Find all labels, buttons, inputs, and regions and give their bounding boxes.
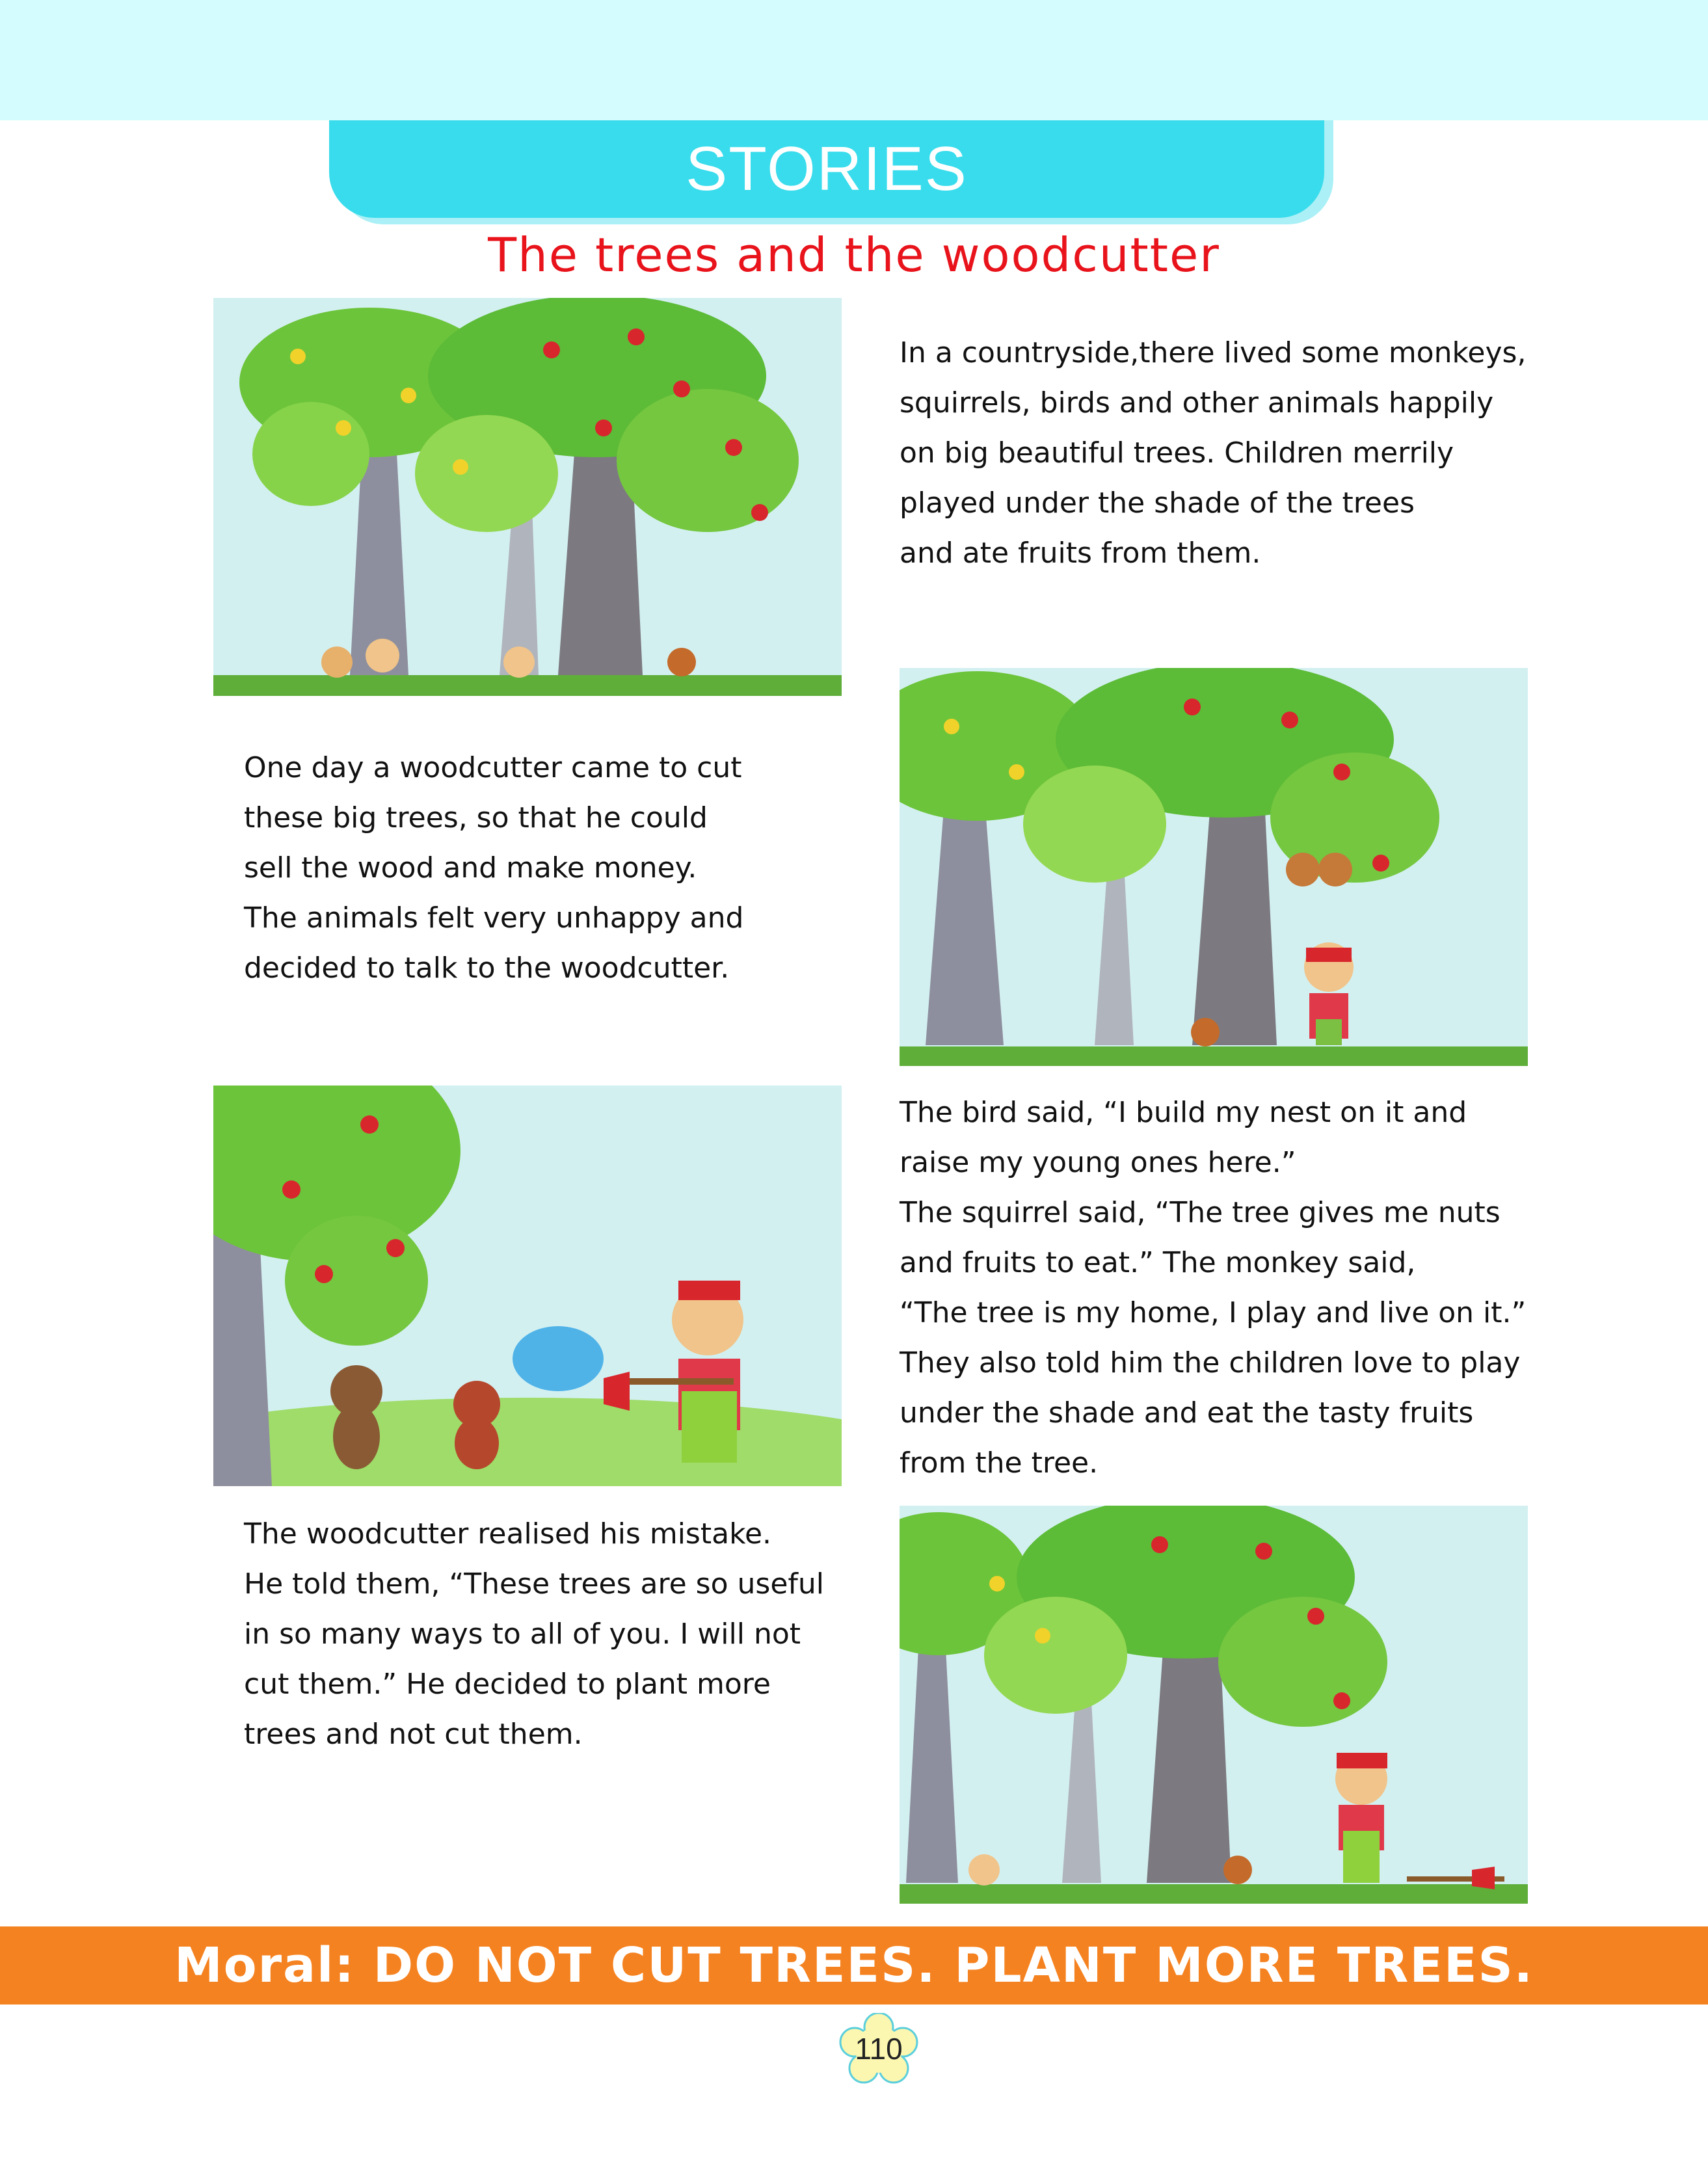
- story-line: in so many ways to all of you. I will not: [244, 1618, 801, 1651]
- story-line: trees and not cut them.: [244, 1718, 583, 1751]
- story-line: on big beautiful trees. Children merrily: [900, 436, 1454, 470]
- section-tab: [329, 120, 1324, 218]
- story-line: The woodcutter realised his mistake.: [244, 1517, 772, 1551]
- story-paragraph-3: [900, 1087, 1526, 1488]
- story-paragraph-1: [900, 328, 1526, 578]
- story-line: sell the wood and make money.: [244, 851, 697, 885]
- story-line: these big trees, so that he could: [244, 801, 708, 834]
- story-line: They also told him the children love to play: [900, 1346, 1521, 1379]
- story-line: In a countryside,there lived some monkeys,: [900, 336, 1527, 369]
- story-line: played under the shade of the trees: [900, 486, 1415, 520]
- story-line: squirrels, birds and other animals happily: [900, 386, 1494, 420]
- story-line: One day a woodcutter came to cut: [244, 751, 742, 784]
- story-line: from the tree.: [900, 1446, 1099, 1480]
- story-line: under the shade and eat the tasty fruits: [900, 1396, 1474, 1430]
- story-line: and fruits to eat.” The monkey said,: [900, 1246, 1416, 1279]
- page-number-badge: [836, 2013, 921, 2084]
- story-paragraph-4: [244, 1509, 824, 1759]
- story-line: The squirrel said, “The tree gives me nuts: [900, 1196, 1501, 1229]
- illustration-animals-talk-to-woodcutter: [213, 1086, 842, 1486]
- story-line: The animals felt very unhappy and: [244, 901, 744, 935]
- moral-text: Moral: DO NOT CUT TREES. PLANT MORE TREES.: [174, 1938, 1534, 1993]
- illustration-woodcutter-arrives: [900, 668, 1528, 1066]
- story-paragraph-2: [244, 743, 743, 993]
- story-line: He told them, “These trees are so useful: [244, 1567, 824, 1601]
- section-title: STORIES: [686, 134, 968, 204]
- story-title: The trees and the woodcutter: [488, 228, 1220, 282]
- illustration-woodcutter-drops-axe: [900, 1506, 1528, 1904]
- story-line: The bird said, “I build my nest on it and: [900, 1096, 1467, 1129]
- story-line: cut them.” He decided to plant more: [244, 1668, 771, 1701]
- moral-banner: [0, 1926, 1708, 2005]
- story-line: decided to talk to the woodcutter.: [244, 952, 730, 985]
- story-line: and ate fruits from them.: [900, 537, 1261, 570]
- story-line: “The tree is my home, I play and live on it.”: [900, 1296, 1527, 1329]
- illustration-trees-with-children: [213, 298, 842, 696]
- page-number: 110: [855, 2032, 903, 2066]
- header-band: [0, 0, 1708, 120]
- story-line: raise my young ones here.”: [900, 1146, 1296, 1179]
